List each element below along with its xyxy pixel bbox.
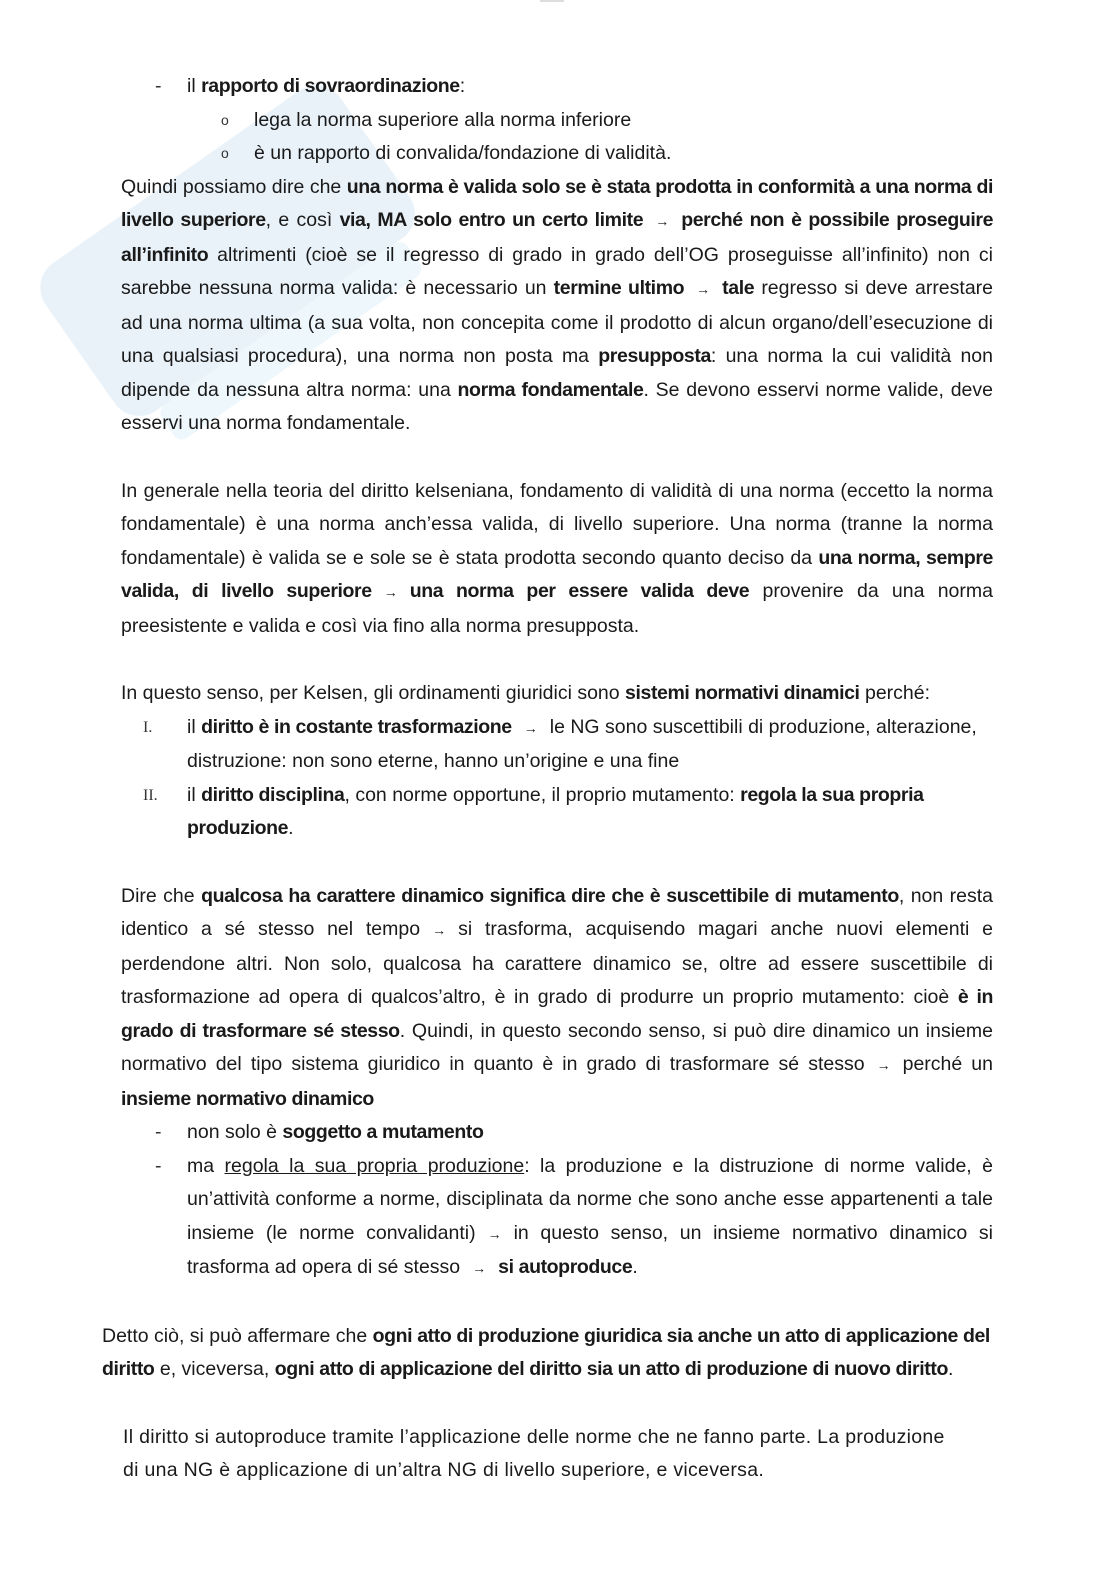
document-page: [102, 70, 994, 1488]
roman-numeral: I.: [143, 718, 153, 736]
list-item: I. il diritto è in costante trasformazione → le NG sono suscettibili di produzione, alterazione, distruzione: non sono eterne, hanno un’origine e una fine: [121, 711, 993, 779]
underlined-term: regola la sua propria produzione: [224, 1154, 525, 1177]
arrow-icon: →: [523, 719, 538, 736]
list-item: II. il diritto disciplina, con norme opportune, il proprio mutamento: regola la sua propria produzione.: [121, 779, 993, 846]
bullet-dash: -: [155, 1154, 162, 1177]
bold-term: rapporto di sovraordinazione: [201, 75, 460, 97]
paragraph-dinamico: Dire che qualcosa ha carattere dinamico significa dire che è suscettibile di mutamento, non resta identico a sé stesso nel tempo → si trasforma, acquisendo magari anche nuovi elementi e perdendone altri. Non solo, qualcosa ha carattere dinamico se, oltre ad essere suscettibile di trasformazione ad opera di qualcos’altro, è in grado di produrre un proprio mutamento: cioè è in grado di trasformare sé stesso. Quindi, in questo secondo senso, si può dire dinamico un insieme normativo del tipo sistema giuridico in quanto è in grado di trasformare sé stesso → perché un insieme normativo dinamico: [121, 884, 994, 1110]
bullet-circle: o: [221, 145, 229, 161]
arrow-icon: →: [383, 584, 398, 600]
arrow-icon: →: [432, 922, 447, 938]
bullet-dash: -: [155, 1121, 162, 1143]
sub-list-item: o lega la norma superiore alla norma inferiore: [121, 104, 993, 138]
page-header-mark: [540, 0, 564, 2]
arrow-icon: →: [472, 1260, 487, 1276]
list-item: - non solo è soggetto a mutamento: [121, 1116, 993, 1150]
paragraph-atto: Detto ciò, si può affermare che ogni atto di produzione giuridica sia anche un atto di applicazione del diritto e, viceversa, ogni atto di applicazione del diritto sia un atto di produzione di nuovo diritto.: [102, 1324, 990, 1380]
arrow-icon: →: [696, 281, 711, 297]
paragraph-kelsen-generale: In generale nella teoria del diritto kelseniana, fondamento di validità di una norma (eccetto la norma fondamentale) è una norma anch’essa valida, di livello superiore. Una norma (tranne la norma fondamentale) è valida se e sole se è stata prodotta secondo quanto deciso da una norma, sempre valida, di livello superiore → una norma per essere valida deve provenire da una norma preesistente e valida e così via fino alla norma presupposta.: [121, 479, 994, 637]
sub-list-item: o è un rapporto di convalida/fondazione di validità.: [121, 137, 993, 171]
bullet-dash: -: [155, 75, 162, 97]
roman-numeral: II.: [143, 786, 158, 804]
bullet-circle: o: [221, 111, 229, 128]
arrow-icon: →: [876, 1057, 891, 1073]
paragraph-finale: Il diritto si autoproduce tramite l’applicazione delle norme che ne fanno parte. La produzione di una NG è applicazione di un’altra NG di livello superiore, e viceversa.: [123, 1425, 945, 1481]
paragraph-sistemi: In questo senso, per Kelsen, gli ordinamenti giuridici sono sistemi normativi dinamici perché:: [121, 682, 931, 704]
list-item: - il rapporto di sovraordinazione:: [121, 70, 993, 104]
paragraph-validita: Quindi possiamo dire che una norma è valida solo se è stata prodotta in conformità a una norma di livello superiore, e così via, MA solo entro un certo limite → perché non è possibile proseguire all’infinito altrimenti (cioè se il regresso di grado in grado dell’OG proseguisse all’infinito) non ci sarebbe nessuna norma valida: è necessario un termine ultimo → tale regresso si deve arrestare ad una norma ultima (a sua volta, non concepita come il prodotto di alcun organo/dell’esecuzione di una qualsiasi procedura), una norma non posta ma presupposta: una norma la cui validità non dipende da nessuna altra norma: una norma fondamentale. Se devono esservi norme valide, deve esservi una norma fondamentale.: [121, 175, 994, 434]
arrow-icon: →: [655, 213, 670, 229]
arrow-icon: →: [487, 1225, 502, 1242]
list-item: - ma regola la sua propria produzione: la produzione e la distruzione di norme valide, è un’attività conforme a norme, disciplinata da norme che sono anche esse appartenenti a tale insieme (le norme convalidanti) → in questo senso, un insieme normativo dinamico si trasforma ad opera di sé stesso → si autoproduce.: [121, 1150, 993, 1286]
